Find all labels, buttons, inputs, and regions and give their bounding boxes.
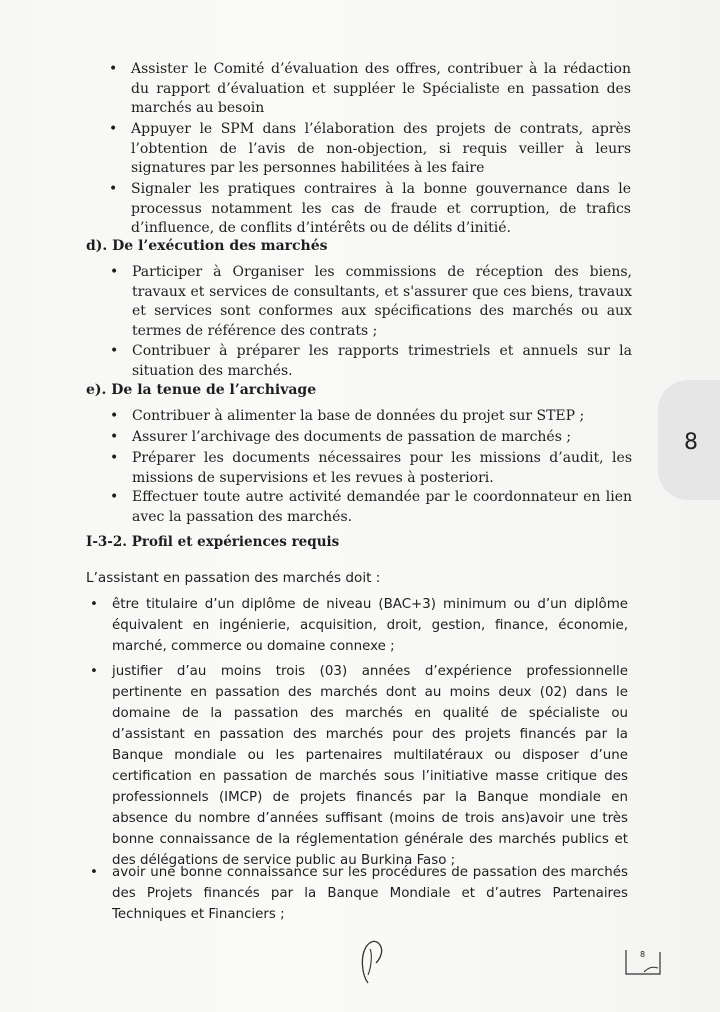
profile-intro: L’assistant en passation des marchés doit :: [86, 570, 381, 586]
section-e-heading: e). De la tenue de l’archivage: [86, 382, 317, 398]
list-item: • Signaler les pratiques contraires à la bonne gouvernance dans le processus notamment les cas de fraude et corruption, de trafics d’influence, de conflits d’intérêts ou de délits d’initié.: [131, 180, 631, 239]
list-item: • Préparer les documents nécessaires pour les missions d’audit, les missions de supervisions et les revues à posteriori.: [132, 449, 632, 488]
list-item: • avoir une bonne connaissance sur les procédures de passation des marchés des Projets financés par la Banque Mondiale et d’autres Partenaires Techniques et Financiers ;: [112, 862, 628, 925]
list-item: • justifier d’au moins trois (03) années d’expérience professionnelle pertinente en passation des marchés dont au moins deux (02) dans le domaine de la passation des marchés en qualité de spécialiste ou d’assistant en passation des marchés pour des projets financés par la Banque mondiale ou les partenaires multilatéraux ou disposer d’une certification en passation de marchés sous l’initiative masse critique des professionnels (IMCP) de projets financés par la Banque mondiale en absence du nombre d’années suffisant (moins de trois ans)avoir une très bonne connaissance de la réglementation générale des marchés publics et des délégations de service public au Burkina Faso ;: [112, 661, 628, 871]
signature-mark: [354, 935, 394, 985]
list-item: • Appuyer le SPM dans l’élaboration des projets de contrats, après l’obtention de l’avis de non-objection, si requis veiller à leurs signatures par les personnes habilitées à les faire: [131, 120, 631, 179]
stamp-number: 8: [640, 950, 646, 959]
page-number: 8: [684, 430, 698, 455]
list-item: • être titulaire d’un diplôme de niveau (BAC+3) minimum ou d’un diplôme équivalent en ingénierie, acquisition, droit, gestion, finance, économie, marché, commerce ou domaine connexe ;: [112, 594, 628, 657]
list-item: • Contribuer à alimenter la base de données du projet sur STEP ;: [132, 407, 632, 427]
list-item: • Assurer l’archivage des documents de passation de marchés ;: [132, 428, 632, 448]
list-item: • Contribuer à préparer les rapports trimestriels et annuels sur la situation des marchés.: [132, 342, 632, 381]
list-item: • Effectuer toute autre activité demandée par le coordonnateur en lien avec la passation des marchés.: [132, 488, 632, 527]
list-item: • Assister le Comité d’évaluation des offres, contribuer à la rédaction du rapport d’évaluation et suppléer le Spécialiste en passation des marchés au besoin: [131, 60, 631, 119]
profile-heading: I-3-2. Profil et expériences requis: [86, 534, 340, 550]
section-d-heading: d). De l’exécution des marchés: [86, 238, 328, 254]
list-item: • Participer à Organiser les commissions de réception des biens, travaux et services de consultants, et s'assurer que ces biens, travaux et services sont conformes aux spécifications des marchés ou aux termes de référence des contrats ;: [132, 263, 632, 341]
